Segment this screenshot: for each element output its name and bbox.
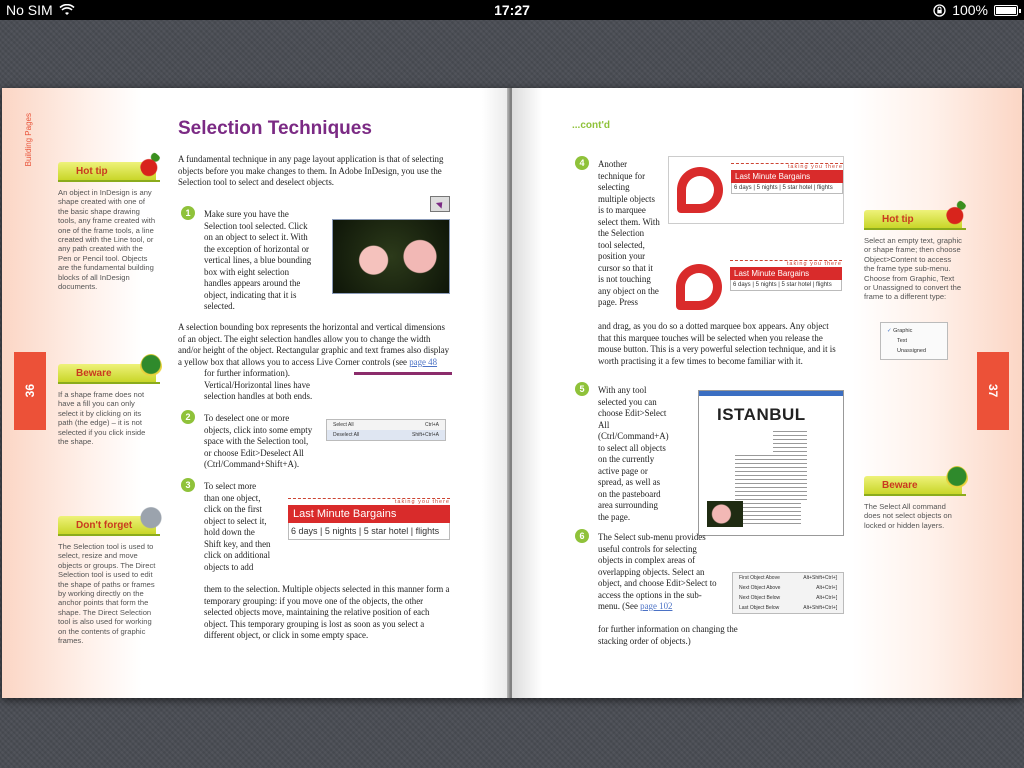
menu-item-label: Next Object Below: [739, 595, 781, 601]
step-1-number: 1: [181, 206, 195, 220]
menu-item-shortcut: Alt+Ctrl+[: [816, 595, 837, 601]
menu-item-label: Deselect All: [333, 432, 360, 438]
hot-tip-header: [864, 210, 962, 228]
menu-item-label: First Object Above: [739, 575, 780, 581]
step-6-text: The Select sub-menu provides useful controls for selecting objects in complex areas of overlapping objects. Select an object, and choose Edit>Select to access the options in the sub-menu. (See: [598, 532, 717, 611]
battery-percent: 100%: [952, 2, 988, 18]
step-1-text: Make sure you have the Selection tool selected. Click on an object to select it. With the exception of horizontal or vertical lines, a blue bounding box with eight selection handles appears around the object, indicating that it is selected.: [204, 209, 312, 311]
step-4-paragraph: and drag, as you do so a dotted marquee box appears. Any object that this marquee touches will be selected when you release the mouse button. This is a very powerful selection technique, and it is worth practising it a few times to become familiar with it.: [598, 321, 836, 366]
menu-item-shortcut: Alt+Shift+Ctrl+[: [803, 605, 837, 611]
hot-tip-text: Select an empty text, graphic or shape frame; then choose Object>Content to access the frame type sub-menu. Choose from Graphic, Text or Unassigned to convert the frame to a different type:: [864, 236, 962, 302]
banner-title: Last Minute Bargains: [731, 170, 843, 183]
logo-shape: [677, 167, 723, 213]
wifi-icon: [59, 4, 75, 16]
beware-box-left: [58, 364, 156, 446]
hot-tip-box-right: [864, 210, 962, 302]
deselect-menu: [326, 419, 446, 441]
orchid-thumbnail: [707, 501, 743, 527]
menu-item[interactable]: [733, 593, 843, 603]
step-3-text: To select more than one object, click on the first object to select it, hold down the Shift key, and then click on additional objects to add: [204, 481, 271, 572]
body-text-lines: [773, 431, 807, 501]
step-2-text: To deselect one or more objects, click into some empty space with the Selection tool, or choose Edit>Deselect All (Ctrl/Command+Shift+A).: [204, 413, 313, 469]
content-option-graphic[interactable]: [887, 326, 941, 336]
content-option-unassigned[interactable]: [887, 346, 941, 356]
hot-tip-label: Hot tip: [882, 213, 914, 225]
status-bar: [0, 0, 1024, 20]
option-label: Text: [897, 338, 908, 344]
book-spread[interactable]: [2, 88, 1022, 698]
chili-pepper-icon: [140, 152, 162, 178]
checkmark-icon: ✓: [887, 328, 894, 334]
page-number-right: 37: [986, 384, 1000, 398]
page-selection-edge: [699, 391, 843, 396]
right-page[interactable]: [512, 88, 1022, 698]
step-6-number: 6: [575, 529, 589, 543]
content-type-menu: [880, 322, 948, 360]
dont-forget-text: The Selection tool is used to select, resize and move objects or groups. The Direct Selection tool is used to edit the shape of paths or frames by working directly on the anchor points that form the shape. The Direct Selection tool is also used for working on the contents of graphic frames.: [58, 542, 156, 646]
step-1-low-text: for further information). Vertical/Horizontal lines have selection handles at both ends.: [204, 368, 313, 401]
step-5-number: 5: [575, 382, 589, 396]
left-page[interactable]: [2, 88, 510, 698]
logo-shape: [676, 264, 722, 310]
selection-tool-icon: [430, 196, 450, 212]
marquee-example-1[interactable]: [668, 156, 844, 224]
page-number-tab-left: [14, 352, 46, 430]
hot-tip-box-left: [58, 162, 156, 291]
banner-details: 6 days | 5 nights | 5 star hotel | flights: [731, 183, 843, 194]
select-submenu: [732, 572, 844, 614]
marquee-example-2[interactable]: [668, 256, 844, 314]
menu-item-shortcut: Shift+Ctrl+A: [412, 432, 439, 438]
page-48-link[interactable]: page 48: [409, 356, 438, 367]
status-right: [818, 2, 1018, 18]
step-4-number: 4: [575, 156, 589, 170]
orchid-image[interactable]: [332, 219, 450, 294]
menu-item[interactable]: [733, 573, 843, 583]
dont-forget-header: [58, 516, 156, 534]
option-label: Graphic: [893, 328, 913, 334]
elephant-icon: [140, 506, 162, 532]
menu-item[interactable]: [733, 583, 843, 593]
beware-header: [58, 364, 156, 382]
step-6-paragraph: [598, 532, 718, 613]
hot-tip-label: Hot tip: [76, 165, 108, 177]
page-number-left: 36: [23, 384, 37, 398]
step-5-text: With any tool selected you can choose Edit>Select All (Ctrl/Command+A) to select all objects on the currently active page or spread, as well as on the pasteboard area surrounding the page.: [598, 385, 669, 522]
menu-item-shortcut: Alt+Shift+Ctrl+]: [803, 575, 837, 581]
step-3-paragraph: them to the selection. Multiple objects selected in this manner form a temporary grouping: if you move one of the objects, the other selected objects move, maintaining the relative position of each object. This temporary grouping is lost as soon as you select a different object, or click in some empty space.: [204, 584, 450, 640]
continued-heading: ...cont'd: [572, 120, 610, 131]
step-1-paragraph: [178, 322, 452, 368]
rotation-lock-icon: [933, 4, 946, 17]
step-6-low-text: for further information on changing the stacking order of objects.): [598, 624, 738, 646]
beware-label: Beware: [76, 367, 112, 379]
banner-tagline: taking you there: [730, 260, 842, 267]
option-label: Unassigned: [897, 348, 927, 354]
step-3-number: 3: [181, 478, 195, 492]
banner-title: Last Minute Bargains: [730, 267, 842, 280]
clock: 17:27: [494, 2, 530, 18]
content-option-text[interactable]: [887, 336, 941, 346]
beware-label: Beware: [882, 479, 918, 491]
hot-tip-text: An object in InDesign is any shape created with one of the basic shape drawing tools, any frame created with one of the frame tools, a line created with the Line tool, or any path created with the Pen or Pencil tool. Objects are the fundamental building blocks of all InDesign documents.: [58, 188, 156, 292]
dont-forget-label: Don't forget: [76, 519, 133, 531]
menu-item-shortcut: Ctrl+A: [424, 422, 439, 428]
menu-item-label: Last Object Below: [739, 605, 780, 611]
beware-box-right: [864, 476, 962, 530]
hot-tip-header: [58, 162, 156, 180]
page-title: Selection Techniques: [178, 118, 372, 139]
menu-item[interactable]: [733, 603, 843, 613]
menu-item[interactable]: [327, 420, 445, 430]
beware-text: If a shape frame does not have a fill you can only select it by clicking on its path (the edge) – it is not selected if you click inside the shape.: [58, 390, 146, 447]
chili-pepper-icon: [946, 200, 968, 226]
menu-item-label: Next Object Above: [739, 585, 781, 591]
banner-details: 6 days | 5 nights | 5 star hotel | flights: [730, 280, 842, 291]
cobra-icon: [140, 354, 162, 380]
banner-mini: [730, 260, 842, 291]
battery-icon: [994, 5, 1018, 16]
dont-forget-box: [58, 516, 156, 645]
cobra-icon: [946, 466, 968, 492]
status-left: [6, 2, 206, 18]
page-102-link[interactable]: page 102: [640, 601, 673, 611]
bargains-banner-image[interactable]: [288, 498, 450, 540]
banner-details: 6 days | 5 nights | 5 star hotel | flights: [288, 523, 450, 540]
step-1-mid-text: A selection bounding box represents the horizontal and vertical dimensions of an object. The eight selection handles allow you to change the width and/or height of the object. Rectangular graphic and text frames also display a yellow box that allows you to access Live Corner controls (see: [178, 322, 450, 367]
menu-item-shortcut: Alt+Ctrl+]: [816, 585, 837, 591]
banner-tagline: taking you there: [731, 163, 843, 170]
step-4-text: Another technique for selecting multiple objects is to marquee select them. With the Selection tool selected, position your cursor so that it is not touching any object on the page. Press: [598, 159, 660, 307]
carrier-label: No SIM: [6, 2, 53, 18]
page-number-tab-right: [977, 352, 1009, 430]
menu-item[interactable]: [327, 430, 445, 440]
menu-item-label: Select All: [333, 422, 354, 428]
intro-paragraph: A fundamental technique in any page layout application is that of selecting objects before you make changes to them. In Adobe InDesign, you use the Selection tool to select and deselect objects.: [178, 154, 444, 187]
banner-title: Last Minute Bargains: [288, 505, 450, 523]
step-2-number: 2: [181, 410, 195, 424]
magazine-title: ISTANBUL: [717, 405, 806, 424]
beware-header: [864, 476, 962, 494]
banner-mini: [731, 163, 843, 194]
magazine-page-image[interactable]: [698, 390, 844, 536]
chapter-label: Building Pages: [24, 113, 33, 167]
selected-horizontal-line: [354, 372, 452, 375]
beware-text: The Select All command does not select objects on locked or hidden layers.: [864, 502, 952, 530]
banner-tagline: taking you there: [288, 498, 450, 505]
